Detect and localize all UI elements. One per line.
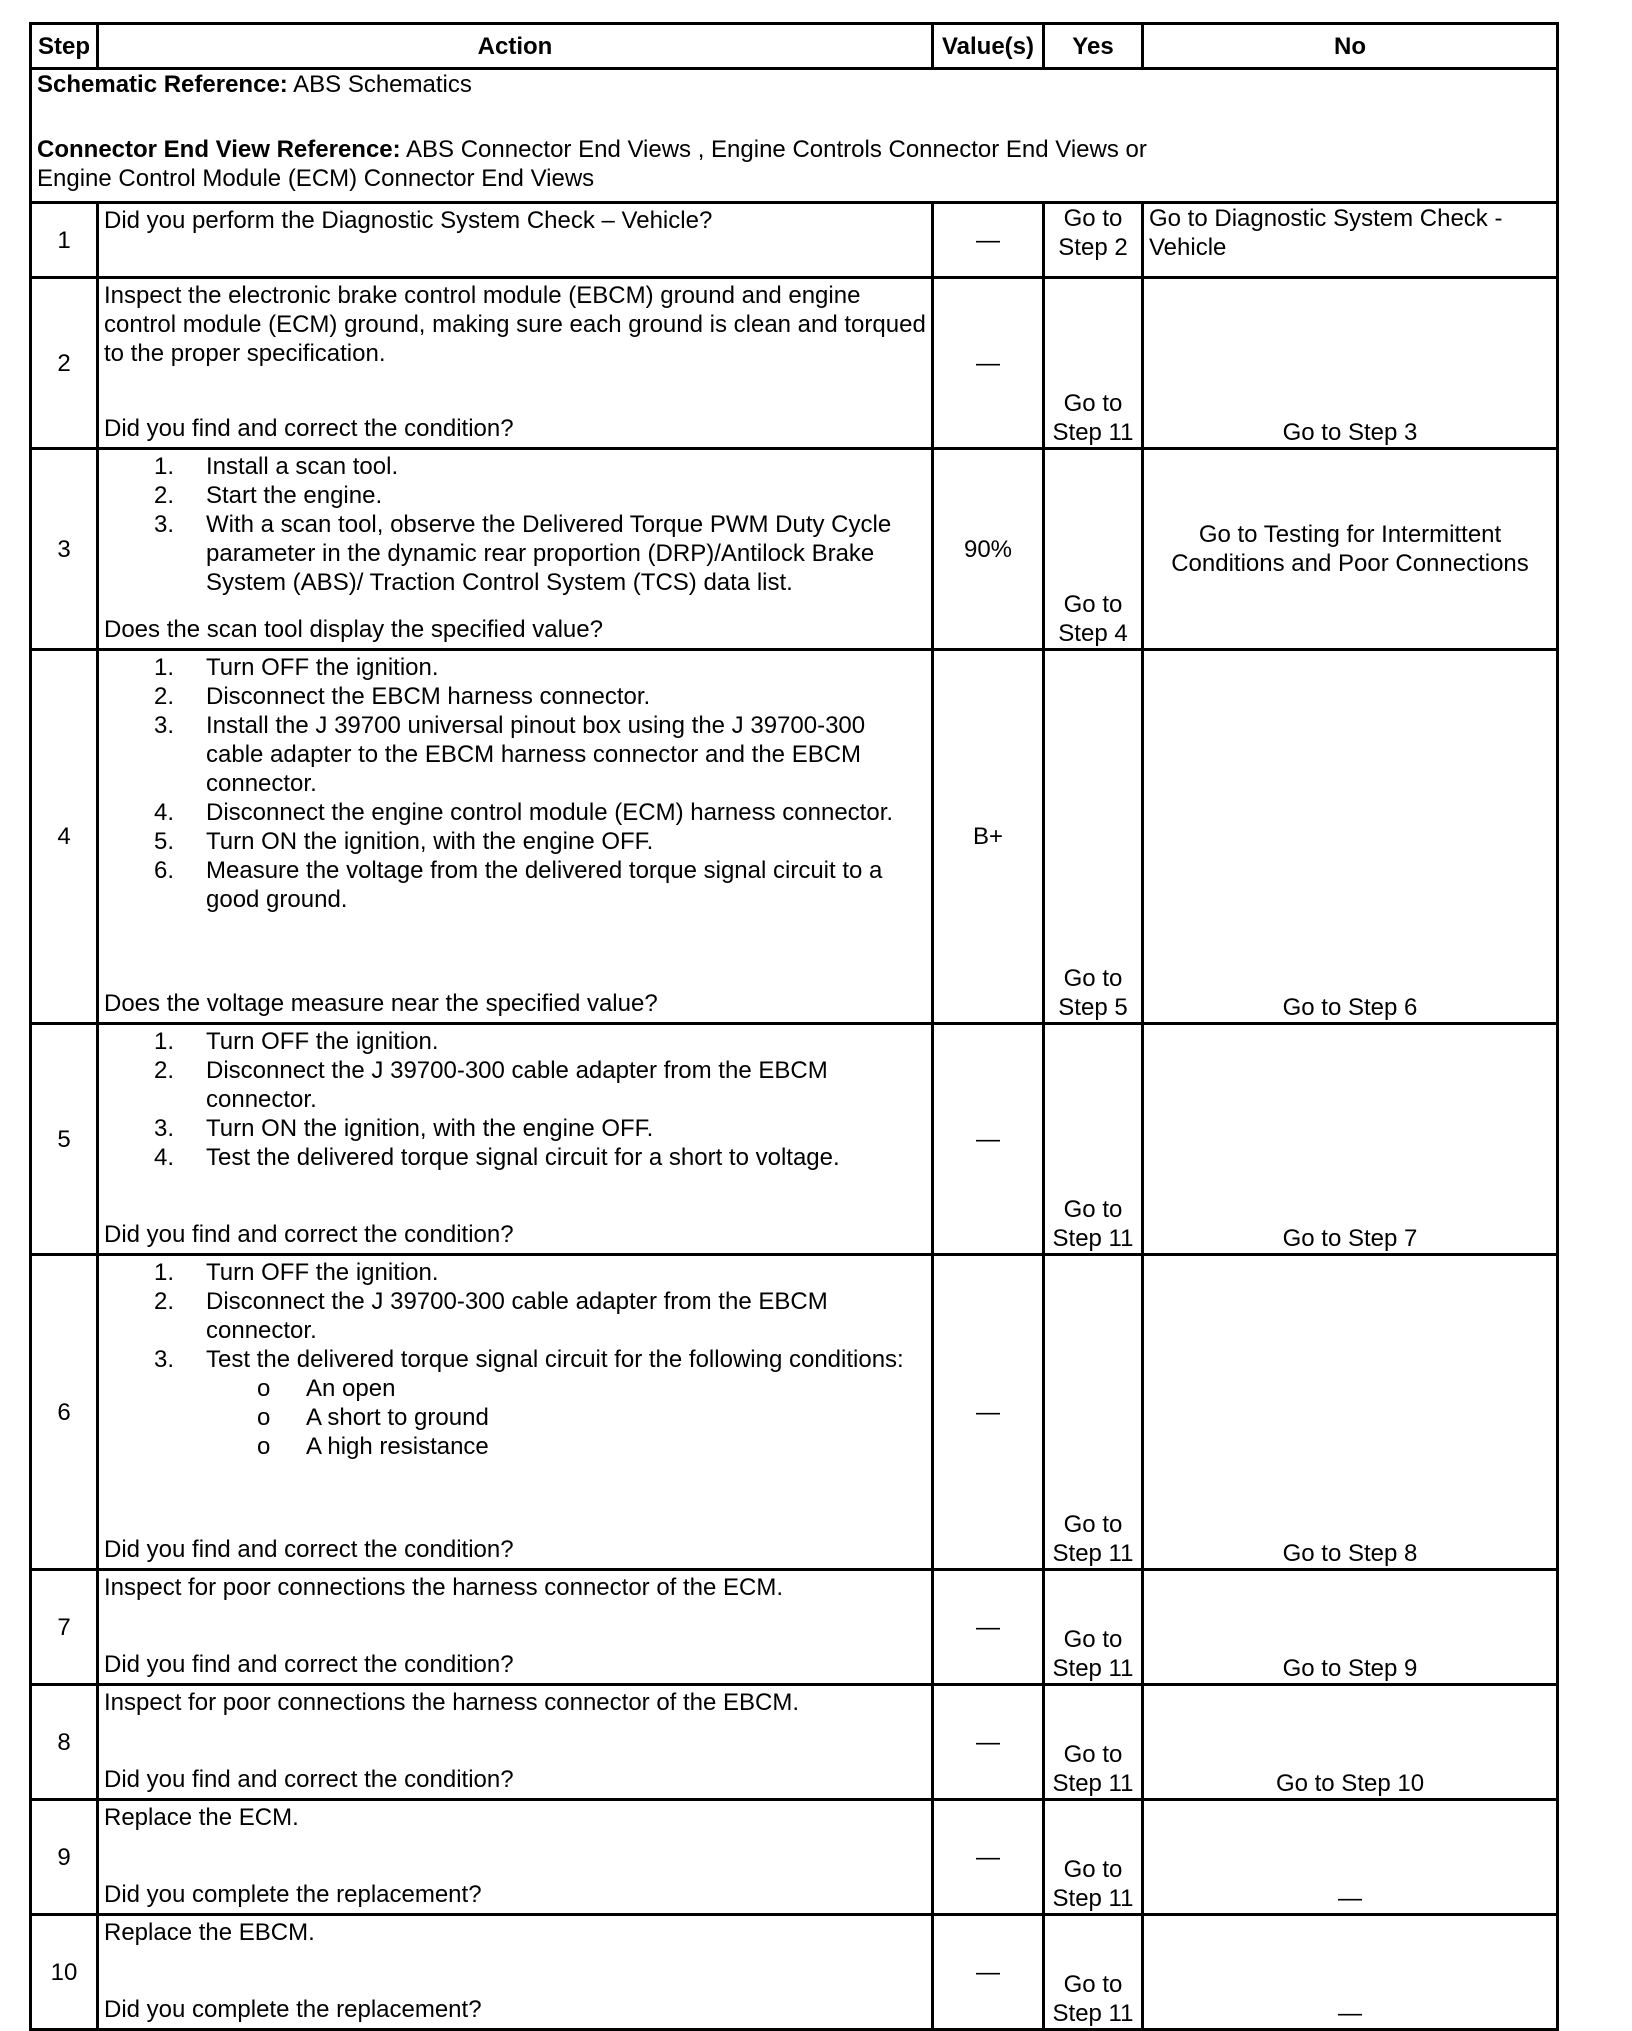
item-text: Measure the voltage from the delivered torque signal circuit to a good ground. bbox=[206, 857, 883, 913]
list-item bbox=[104, 1287, 926, 1345]
header-values: Value(s) bbox=[933, 24, 1044, 69]
yes-cell: Go to Step 11 bbox=[1044, 1685, 1143, 1800]
item-text: A high resistance bbox=[306, 1433, 489, 1460]
schematic-reference bbox=[37, 70, 1551, 99]
reference-row bbox=[31, 69, 1558, 203]
action-text: Did you perform the Diagnostic System Check – Vehicle? bbox=[104, 207, 713, 234]
header-yes: Yes bbox=[1044, 24, 1143, 69]
value-cell: — bbox=[933, 1915, 1044, 2030]
step-number: 4 bbox=[31, 650, 98, 1024]
value-cell: B+ bbox=[933, 650, 1044, 1024]
action-cell bbox=[98, 1024, 933, 1255]
item-text: Test the delivered torque signal circuit for a short to voltage. bbox=[206, 1144, 840, 1171]
action-question: Did you find and correct the condition? bbox=[104, 1536, 514, 1563]
list-item bbox=[104, 653, 926, 682]
step-number: 10 bbox=[31, 1915, 98, 2030]
value-cell: — bbox=[933, 278, 1044, 449]
no-cell: — bbox=[1143, 1915, 1558, 2030]
item-number: 6. bbox=[154, 857, 175, 884]
yes-cell: Go to Step 11 bbox=[1044, 1024, 1143, 1255]
item-number: 4. bbox=[154, 799, 175, 826]
bullet-icon: o bbox=[257, 1375, 271, 1402]
item-number: 3. bbox=[154, 712, 175, 739]
yes-cell: Go to Step 11 bbox=[1044, 1570, 1143, 1685]
no-cell: Go to Step 3 bbox=[1143, 278, 1558, 449]
item-number: 2. bbox=[154, 1057, 175, 1084]
value-cell: — bbox=[933, 1685, 1044, 1800]
step-number: 3 bbox=[31, 449, 98, 650]
value-cell: — bbox=[933, 1800, 1044, 1915]
no-cell: Go to Step 9 bbox=[1143, 1570, 1558, 1685]
header-action: Action bbox=[98, 24, 933, 69]
item-text: Turn ON the ignition, with the engine OFF. bbox=[206, 828, 654, 855]
item-text: Disconnect the EBCM harness connector. bbox=[206, 683, 651, 710]
yes-cell: Go to Step 11 bbox=[1044, 278, 1143, 449]
step-number: 9 bbox=[31, 1800, 98, 1915]
item-number: 2. bbox=[154, 683, 175, 710]
no-cell: Go to Diagnostic System Check - Vehicle bbox=[1143, 203, 1558, 278]
header-no: No bbox=[1143, 24, 1558, 69]
bullet-icon: o bbox=[257, 1404, 271, 1431]
action-cell bbox=[98, 278, 933, 449]
table-row bbox=[31, 1915, 1558, 2030]
action-text: Replace the ECM. bbox=[104, 1804, 299, 1831]
action-question: Did you complete the replacement? bbox=[104, 1881, 482, 1908]
table-row bbox=[31, 1570, 1558, 1685]
item-text: Disconnect the J 39700-300 cable adapter from the EBCM connector. bbox=[206, 1288, 828, 1344]
item-number: 4. bbox=[154, 1144, 175, 1171]
action-cell bbox=[98, 650, 933, 1024]
list-item bbox=[104, 1432, 926, 1461]
item-number: 1. bbox=[154, 453, 175, 480]
header-row bbox=[31, 24, 1558, 69]
bullet-icon: o bbox=[257, 1433, 271, 1460]
value-cell: — bbox=[933, 203, 1044, 278]
value-cell: — bbox=[933, 1570, 1044, 1685]
item-text: Test the delivered torque signal circuit for the following conditions: bbox=[206, 1346, 904, 1373]
procedure-list bbox=[104, 1027, 926, 1172]
connector-label: Connector End View Reference: bbox=[37, 136, 401, 163]
step-number: 6 bbox=[31, 1255, 98, 1570]
header-step: Step bbox=[31, 24, 98, 69]
yes-cell: Go to Step 11 bbox=[1044, 1255, 1143, 1570]
list-item bbox=[104, 452, 926, 481]
list-item bbox=[104, 1345, 926, 1374]
step-number: 8 bbox=[31, 1685, 98, 1800]
item-text: Turn OFF the ignition. bbox=[206, 654, 439, 681]
value-cell: 90% bbox=[933, 449, 1044, 650]
table-row bbox=[31, 203, 1558, 278]
condition-list bbox=[104, 1374, 926, 1461]
connector-reference bbox=[37, 135, 1551, 164]
list-item bbox=[104, 1374, 926, 1403]
no-cell: Go to Step 6 bbox=[1143, 650, 1558, 1024]
procedure-list bbox=[104, 1258, 926, 1374]
step-number: 1 bbox=[31, 203, 98, 278]
action-question: Did you complete the replacement? bbox=[104, 1996, 482, 2023]
value-cell: — bbox=[933, 1255, 1044, 1570]
action-cell bbox=[98, 1800, 933, 1915]
action-question: Did you find and correct the condition? bbox=[104, 415, 514, 442]
item-number: 1. bbox=[154, 1028, 175, 1055]
action-cell bbox=[98, 1255, 933, 1570]
yes-cell: Go to Step 5 bbox=[1044, 650, 1143, 1024]
no-cell: Go to Step 8 bbox=[1143, 1255, 1558, 1570]
item-text: Install the J 39700 universal pinout box using the J 39700-300 cable adapter to the EBCM harness connector and the EBCM connector. bbox=[206, 712, 866, 797]
diagnostic-table bbox=[29, 22, 1559, 2031]
item-number: 2. bbox=[154, 1288, 175, 1315]
action-question: Does the scan tool display the specified value? bbox=[104, 616, 603, 643]
table-row bbox=[31, 1800, 1558, 1915]
step-number: 7 bbox=[31, 1570, 98, 1685]
item-text: Disconnect the J 39700-300 cable adapter from the EBCM connector. bbox=[206, 1057, 828, 1113]
list-item bbox=[104, 1143, 926, 1172]
action-cell bbox=[98, 1570, 933, 1685]
table-row bbox=[31, 1255, 1558, 1570]
item-number: 3. bbox=[154, 511, 175, 538]
yes-cell: Go to Step 11 bbox=[1044, 1915, 1143, 2030]
action-text: Inspect for poor connections the harness connector of the ECM. bbox=[104, 1574, 784, 1601]
item-number: 3. bbox=[154, 1115, 175, 1142]
step-number: 2 bbox=[31, 278, 98, 449]
table-row bbox=[31, 650, 1558, 1024]
action-question: Did you find and correct the condition? bbox=[104, 1766, 514, 1793]
table-row bbox=[31, 449, 1558, 650]
item-text: Install a scan tool. bbox=[206, 453, 399, 480]
list-item bbox=[104, 1027, 926, 1056]
action-cell bbox=[98, 1915, 933, 2030]
list-item bbox=[104, 711, 926, 798]
item-number: 3. bbox=[154, 1346, 175, 1373]
procedure-list bbox=[104, 452, 926, 597]
action-text: Inspect the electronic brake control module (EBCM) ground and engine control module (ECM) ground, making sure each ground is clean and torqued to the proper specification. bbox=[104, 282, 926, 367]
connector-value: ABS Connector End Views , Engine Controls Connector End Views or bbox=[406, 136, 1147, 163]
no-cell: Go to Step 10 bbox=[1143, 1685, 1558, 1800]
table-row bbox=[31, 1685, 1558, 1800]
value-cell: — bbox=[933, 1024, 1044, 1255]
list-item bbox=[104, 481, 926, 510]
table-row bbox=[31, 278, 1558, 449]
action-question: Does the voltage measure near the specified value? bbox=[104, 990, 658, 1017]
list-item bbox=[104, 798, 926, 827]
list-item bbox=[104, 1056, 926, 1114]
item-text: Turn ON the ignition, with the engine OFF. bbox=[206, 1115, 654, 1142]
procedure-list bbox=[104, 653, 926, 914]
item-number: 5. bbox=[154, 828, 175, 855]
schematic-label: Schematic Reference: bbox=[37, 71, 288, 98]
item-text: Turn OFF the ignition. bbox=[206, 1259, 439, 1286]
list-item bbox=[104, 827, 926, 856]
yes-cell: Go to Step 4 bbox=[1044, 449, 1143, 650]
yes-cell: Go to Step 11 bbox=[1044, 1800, 1143, 1915]
no-cell: Go to Step 7 bbox=[1143, 1024, 1558, 1255]
schematic-value: ABS Schematics bbox=[293, 71, 472, 98]
item-text: Turn OFF the ignition. bbox=[206, 1028, 439, 1055]
item-number: 2. bbox=[154, 482, 175, 509]
action-question: Did you find and correct the condition? bbox=[104, 1651, 514, 1678]
item-text: An open bbox=[306, 1375, 396, 1402]
list-item bbox=[104, 1403, 926, 1432]
action-question: Did you find and correct the condition? bbox=[104, 1221, 514, 1248]
reference-cell bbox=[31, 69, 1558, 203]
list-item bbox=[104, 682, 926, 711]
no-cell: — bbox=[1143, 1800, 1558, 1915]
item-text: Disconnect the engine control module (ECM) harness connector. bbox=[206, 799, 894, 826]
action-cell bbox=[98, 203, 933, 278]
action-text: Inspect for poor connections the harness connector of the EBCM. bbox=[104, 1689, 800, 1716]
item-number: 1. bbox=[154, 654, 175, 681]
connector-value-2: Engine Control Module (ECM) Connector End Views bbox=[37, 165, 595, 192]
action-text: Replace the EBCM. bbox=[104, 1919, 315, 1946]
list-item bbox=[104, 856, 926, 914]
list-item bbox=[104, 510, 926, 597]
item-text: A short to ground bbox=[306, 1404, 489, 1431]
yes-cell: Go to Step 2 bbox=[1044, 203, 1143, 278]
action-cell bbox=[98, 1685, 933, 1800]
action-cell bbox=[98, 449, 933, 650]
item-number: 1. bbox=[154, 1259, 175, 1286]
item-text: With a scan tool, observe the Delivered Torque PWM Duty Cycle parameter in the dynamic rear proportion (DRP)/Antilock Brake System (ABS)/ Traction Control System (TCS) data list. bbox=[206, 511, 892, 596]
step-number: 5 bbox=[31, 1024, 98, 1255]
table-row bbox=[31, 1024, 1558, 1255]
item-text: Start the engine. bbox=[206, 482, 383, 509]
no-cell: Go to Testing for Intermittent Conditions and Poor Connections bbox=[1143, 449, 1558, 650]
list-item bbox=[104, 1258, 926, 1287]
list-item bbox=[104, 1114, 926, 1143]
